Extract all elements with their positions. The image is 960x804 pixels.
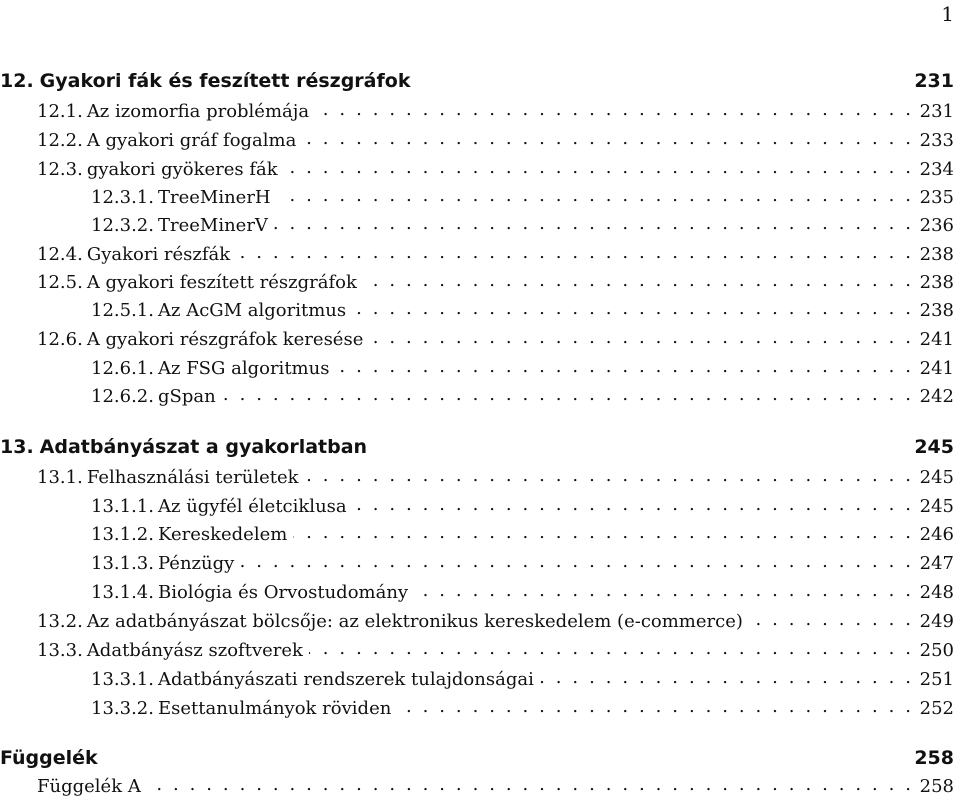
leader [540, 667, 914, 685]
section-title: A gyakori részgráfok keresése [86, 329, 364, 350]
section-title: gyakori gyökeres fák [86, 159, 278, 180]
section-title: Kereskedelem [157, 524, 288, 545]
leader [416, 68, 908, 87]
toc-entry[interactable] [0, 128, 954, 154]
page-ref: 245 [919, 496, 954, 517]
page-ref: 238 [919, 272, 954, 293]
section-title: gSpan [157, 386, 216, 407]
section-number: 12.6.2. [91, 386, 154, 407]
section-number: 12.3. [37, 159, 83, 180]
leader [274, 213, 914, 231]
toc-entry[interactable] [0, 465, 954, 491]
section-title: Biológia és Orvostudomány [157, 582, 409, 603]
page-ref: 238 [919, 244, 954, 265]
toc-chapter-13[interactable] [0, 434, 954, 460]
leader [240, 551, 913, 569]
section-number: 13.1. [37, 467, 83, 488]
page-ref: 231 [914, 70, 954, 92]
leader [414, 580, 914, 598]
toc-chapter-12[interactable] [0, 68, 954, 94]
section-number: 13.1.4. [91, 582, 154, 603]
section-number: 12.3.1. [91, 187, 154, 208]
toc-entry[interactable] [0, 356, 954, 382]
page-ref: 233 [919, 130, 954, 151]
toc-appendix[interactable] [0, 745, 954, 771]
section-number: 12.1. [37, 101, 83, 122]
leader [352, 298, 914, 316]
toc-entry[interactable] [0, 609, 954, 635]
leader [309, 638, 914, 656]
section-title: Az ügyfél életciklusa [157, 496, 347, 517]
section-number: 13.3.2. [91, 698, 154, 719]
section-number: 13.3. [37, 640, 83, 661]
chapter-title: Adatbányászat a gyakorlatban [39, 436, 368, 458]
leader [293, 522, 913, 540]
section-number: 12.5.1. [91, 300, 154, 321]
page-ref: 245 [914, 436, 954, 458]
section-title: Függelék A [37, 776, 141, 797]
page-ref: 258 [919, 776, 954, 797]
leader [236, 242, 913, 260]
leader [373, 434, 908, 453]
page-ref: 241 [919, 358, 954, 379]
leader [749, 609, 914, 627]
leader [353, 494, 914, 512]
toc-entry[interactable] [0, 185, 954, 211]
section-number: 13.1.3. [91, 553, 154, 574]
toc-entry[interactable] [0, 99, 954, 125]
toc-entry[interactable] [0, 494, 954, 520]
section-title: Gyakori részfák [86, 244, 231, 265]
section-number: 12.3.2. [91, 215, 154, 236]
toc-entry[interactable] [0, 242, 954, 268]
page-ref: 241 [919, 329, 954, 350]
toc-entry[interactable] [0, 327, 954, 353]
leader [277, 185, 914, 203]
page-ref: 250 [919, 640, 954, 661]
toc-entry[interactable] [0, 157, 954, 183]
section-number: 12.4. [37, 244, 83, 265]
toc-entry[interactable] [0, 298, 954, 324]
page-number: 1 [941, 2, 954, 26]
section-title: A gyakori gráf fogalma [86, 130, 297, 151]
toc-entry[interactable] [0, 522, 954, 548]
leader [147, 774, 914, 792]
page-ref: 245 [919, 467, 954, 488]
chapter-title: Függelék [0, 747, 98, 769]
section-title: Felhasználási területek [86, 467, 299, 488]
section-number: 12.5. [37, 272, 83, 293]
leader [305, 465, 914, 483]
page-ref: 234 [919, 159, 954, 180]
page-ref: 231 [919, 101, 954, 122]
leader [397, 696, 913, 714]
section-title: TreeMinerV [157, 215, 268, 236]
page-ref: 236 [919, 215, 954, 236]
leader [369, 327, 913, 345]
toc-entry[interactable] [0, 270, 954, 296]
page-ref: 247 [919, 553, 954, 574]
page-ref: 252 [919, 698, 954, 719]
page-ref: 242 [919, 386, 954, 407]
leader [315, 99, 914, 117]
page-ref: 248 [919, 582, 954, 603]
section-title: Az AcGM algoritmus [157, 300, 347, 321]
leader [363, 270, 914, 288]
page-ref: 238 [919, 300, 954, 321]
toc-entry[interactable] [0, 638, 954, 664]
chapter-number: 13. [0, 436, 34, 458]
section-number: 12.2. [37, 130, 83, 151]
leader [335, 356, 913, 374]
section-title: Esettanulmányok röviden [157, 698, 392, 719]
page-ref: 258 [914, 747, 954, 769]
section-title: A gyakori feszített részgráfok [86, 272, 357, 293]
toc-entry[interactable] [0, 580, 954, 606]
section-title: TreeMinerH [157, 187, 271, 208]
section-title: Az adatbányászat bölcsője: az elektronikus kereskedelem (e-commerce) [86, 611, 743, 632]
section-number: 13.2. [37, 611, 83, 632]
section-title: Adatbányász szoftverek [86, 640, 303, 661]
section-number: 12.6.1. [91, 358, 154, 379]
section-title: Pénzügy [157, 553, 235, 574]
section-title: Az FSG algoritmus [157, 358, 330, 379]
toc-entry[interactable] [0, 384, 954, 410]
chapter-number: 12. [0, 70, 34, 92]
section-number: 13.1.1. [91, 496, 154, 517]
leader [104, 745, 909, 764]
page-ref: 249 [919, 611, 954, 632]
section-number: 13.3.1. [91, 669, 154, 690]
toc-entry[interactable] [0, 551, 954, 577]
page-ref: 235 [919, 187, 954, 208]
toc-entry[interactable] [0, 696, 954, 722]
leader [302, 128, 913, 146]
page-ref: 246 [919, 524, 954, 545]
toc-entry[interactable] [0, 213, 954, 239]
section-number: 12.6. [37, 329, 83, 350]
chapter-title: Gyakori fák és feszített részgráfok [39, 70, 411, 92]
leader [222, 384, 914, 402]
section-number: 13.1.2. [91, 524, 154, 545]
toc-entry[interactable] [0, 774, 954, 800]
toc-entry[interactable] [0, 667, 954, 693]
section-title: Adatbányászati rendszerek tulajdonságai [157, 669, 534, 690]
section-title: Az izomorfia problémája [86, 101, 310, 122]
leader [284, 157, 914, 175]
page-ref: 251 [919, 669, 954, 690]
